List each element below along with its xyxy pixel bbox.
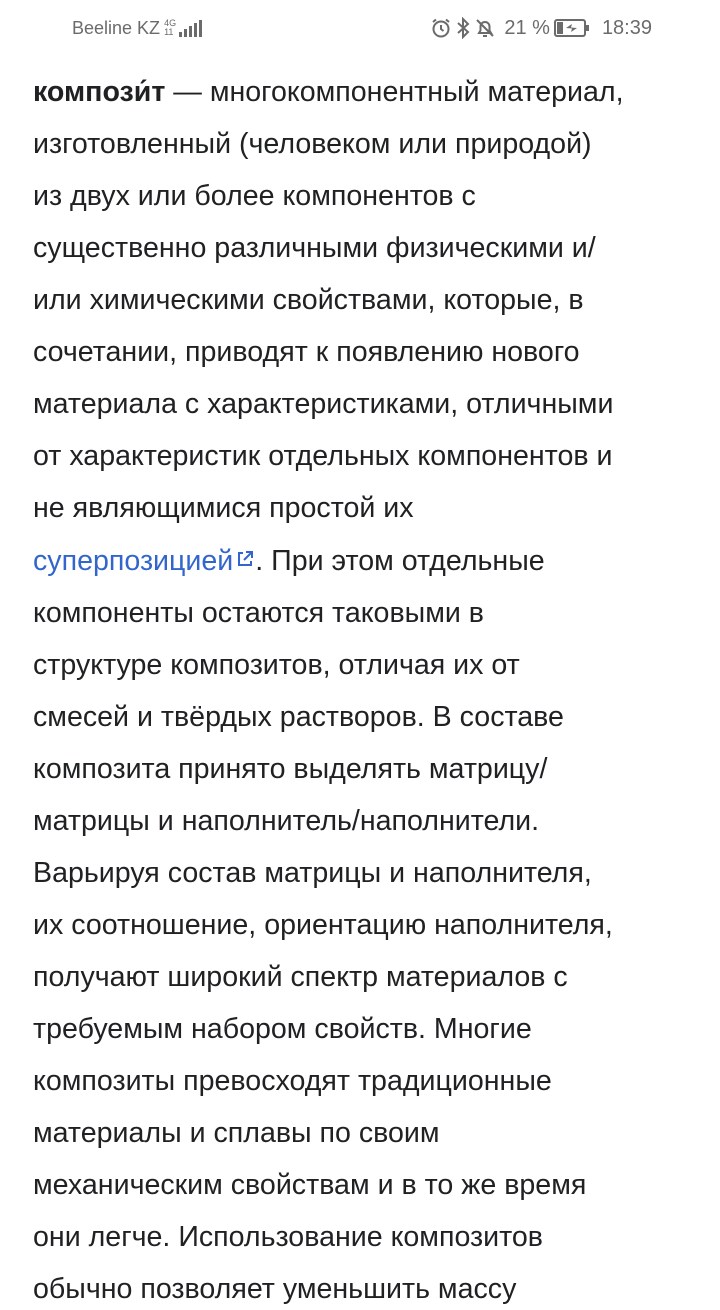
after-link-text: . При этом отдельные <box>255 545 545 577</box>
article-paragraph <box>33 66 695 1310</box>
status-icons <box>430 14 652 42</box>
link-line <box>33 534 695 587</box>
text-line: их соотношение, ориентацию наполнителя, <box>33 909 613 941</box>
lines-before-link <box>33 118 695 534</box>
article-body <box>33 66 695 1310</box>
battery-percent: 21 % <box>504 17 550 39</box>
text-line: смесей и твёрдых растворов. В составе <box>33 701 564 733</box>
term-definition-start: — многокомпонентный материал, <box>165 76 624 108</box>
text-line: получают широкий спектр материалов с <box>33 961 568 993</box>
text-line: механическим свойствам и в то же время <box>33 1169 587 1201</box>
network-type <box>164 19 176 37</box>
clock: 18:39 <box>601 17 652 39</box>
text-line: они легче. Использование композитов <box>33 1221 543 1253</box>
text-line: сочетании, приводят к появлению нового <box>33 336 580 368</box>
mute-bell-icon <box>474 17 496 39</box>
text-line: матрицы и наполнитель/наполнители. <box>33 805 540 837</box>
text-line: Варьируя состав матрицы и наполнителя, <box>33 857 592 889</box>
first-line <box>33 66 695 118</box>
text-line: от характеристик отдельных компонентов и <box>33 440 613 472</box>
signal-strength-icon <box>179 19 202 37</box>
superposition-link[interactable] <box>33 545 255 577</box>
text-line: изготовленный (человеком или природой) <box>33 128 592 160</box>
carrier-info <box>72 16 202 40</box>
text-line: из двух или более компонентов с <box>33 180 476 212</box>
text-line: компоненты остаются таковыми в <box>33 597 484 629</box>
text-line: требуемым набором свойств. Многие <box>33 1013 532 1045</box>
text-line: композита принято выделять матрицу/ <box>33 753 548 785</box>
network-type-label: 4G <box>164 18 177 28</box>
text-line: материала с характеристиками, отличными <box>33 388 614 420</box>
superposition-link-text[interactable]: суперпозицией <box>33 545 234 577</box>
text-line: структуре композитов, отличая их от <box>33 649 520 681</box>
text-line: не являющимися простой их <box>33 492 414 524</box>
text-line: обычно позволяет уменьшить массу <box>33 1273 517 1305</box>
status-bar <box>0 0 720 56</box>
text-line: композиты превосходят традиционные <box>33 1065 552 1097</box>
bluetooth-icon <box>456 17 470 39</box>
text-line: материалы и сплавы по своим <box>33 1117 440 1149</box>
network-sub-label: 11 <box>164 27 174 37</box>
text-line: существенно различными физическими и/ <box>33 232 596 264</box>
carrier-name: Beeline KZ <box>72 18 161 38</box>
external-link-icon[interactable] <box>235 534 255 586</box>
lines-after-link <box>33 587 695 1310</box>
alarm-icon <box>430 17 452 39</box>
text-line: или химическими свойствами, которые, в <box>33 284 584 316</box>
article-term: компози́т <box>33 76 166 108</box>
battery-charging-icon <box>554 17 590 39</box>
